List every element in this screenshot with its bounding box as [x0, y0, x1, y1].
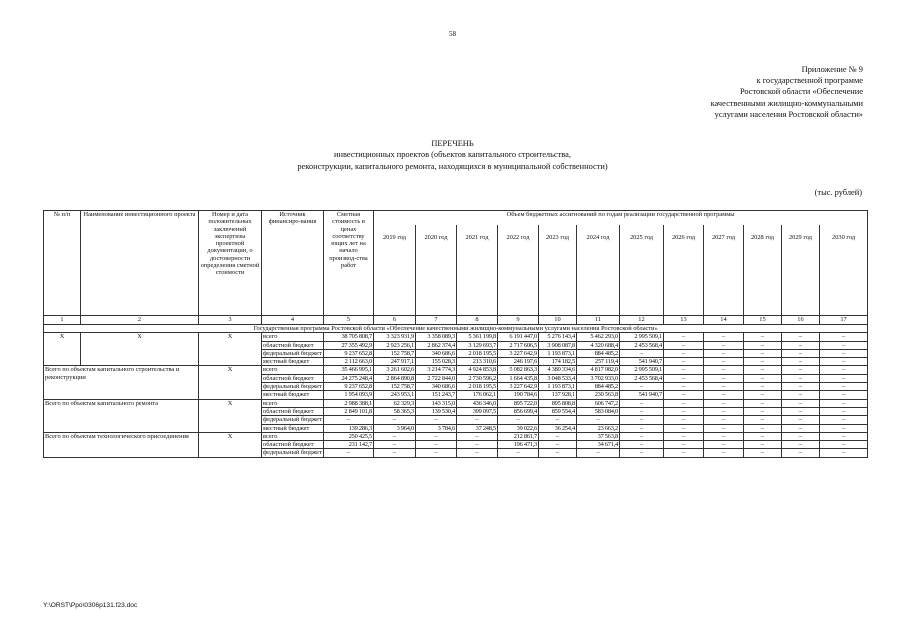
header-name: Наименование инвестиционного проекта	[81, 211, 199, 316]
value-cell: –	[704, 383, 744, 391]
value-cell: 5 462 293,0	[577, 333, 620, 341]
value-cell: 35 466 995,1	[324, 366, 374, 374]
value-cell: –	[704, 416, 744, 424]
value-cell: 6 191 447,0	[498, 333, 539, 341]
value-cell: –	[744, 358, 782, 366]
column-number: 6	[374, 316, 416, 325]
value-cell: –	[664, 383, 704, 391]
header-cost: Сметная стоимость в ценах соответству ющих лет на начало производ-ства работ	[324, 211, 374, 316]
value-cell: –	[782, 374, 820, 382]
value-cell: 39 022,6	[498, 424, 539, 432]
value-cell: 1 954 093,9	[324, 391, 374, 399]
value-cell: –	[374, 449, 416, 457]
value-cell: 2 995 509,1	[620, 333, 664, 341]
value-cell: –	[620, 399, 664, 407]
value-cell: –	[457, 441, 498, 449]
value-cell: 541 940,7	[620, 391, 664, 399]
column-number: 3	[199, 316, 262, 325]
column-number: 9	[498, 316, 539, 325]
value-cell: –	[744, 349, 782, 357]
investment-projects-table	[43, 210, 868, 458]
value-cell: –	[744, 432, 782, 440]
value-cell: –	[820, 333, 868, 341]
value-cell: 895 808,8	[539, 399, 577, 407]
funding-source: всего	[262, 399, 324, 407]
value-cell: 155 028,3	[416, 358, 457, 366]
appendix-line: качественными жилищно-коммунальными	[710, 98, 863, 108]
value-cell: –	[820, 449, 868, 457]
value-cell: –	[820, 341, 868, 349]
value-cell: –	[704, 424, 744, 432]
project-name: Х	[81, 333, 199, 366]
value-cell: 213 310,6	[457, 358, 498, 366]
value-cell: 1 193 873,1	[539, 349, 577, 357]
value-cell: –	[782, 424, 820, 432]
value-cell: 2 730 596,2	[457, 374, 498, 382]
column-number: 14	[704, 316, 744, 325]
value-cell: 38 705 808,7	[324, 333, 374, 341]
program-row	[44, 325, 868, 333]
value-cell: 2 862 374,4	[416, 341, 457, 349]
value-cell: –	[744, 333, 782, 341]
value-cell: –	[704, 358, 744, 366]
funding-source: местный бюджет	[262, 424, 324, 432]
units-label: (тыс. рублей)	[814, 188, 862, 197]
value-cell: –	[457, 432, 498, 440]
program-title: Государственная программа Ростовской области «Обеспечение качественными жилищно-коммунальными услугами населения Ростовской области»	[44, 325, 868, 333]
header-year: 2026 год	[664, 225, 704, 316]
value-cell: 3 214 774,3	[416, 366, 457, 374]
value-cell: 152 758,7	[374, 383, 416, 391]
value-cell: –	[664, 341, 704, 349]
column-number: 16	[782, 316, 820, 325]
column-number: 2	[81, 316, 199, 325]
value-cell: –	[577, 449, 620, 457]
value-cell: 243 953,1	[374, 391, 416, 399]
value-cell: –	[782, 358, 820, 366]
value-cell: –	[820, 416, 868, 424]
value-cell: –	[744, 407, 782, 415]
value-cell: –	[820, 358, 868, 366]
value-cell: 4 380 334,6	[539, 366, 577, 374]
value-cell: –	[820, 374, 868, 382]
value-cell: –	[782, 366, 820, 374]
value-cell: –	[498, 449, 539, 457]
value-cell: 606 747,2	[577, 399, 620, 407]
value-cell: 3 702 933,0	[577, 374, 620, 382]
value-cell: 3 048 533,4	[539, 374, 577, 382]
value-cell: 859 554,4	[539, 407, 577, 415]
value-cell: 139 530,4	[416, 407, 457, 415]
header-year: 2020 год	[416, 225, 457, 316]
value-cell: –	[664, 441, 704, 449]
value-cell: –	[620, 349, 664, 357]
value-cell: –	[416, 449, 457, 457]
value-cell: 2 453 568,4	[620, 341, 664, 349]
header-year: 2019 год	[374, 225, 416, 316]
value-cell: 884 485,2	[577, 383, 620, 391]
group-name: Всего по объектам капитального строительства и реконструкции	[44, 366, 199, 399]
header-num: № п/п	[44, 211, 81, 316]
value-cell: 58 365,3	[374, 407, 416, 415]
value-cell: –	[744, 399, 782, 407]
group-name: Всего по объектам капитального ремонта	[44, 399, 199, 432]
group-name: Всего по объектам технологического присоединения	[44, 432, 199, 457]
appendix-header	[623, 64, 863, 120]
value-cell: –	[782, 349, 820, 357]
value-cell: 37 563,8	[577, 432, 620, 440]
value-cell: –	[820, 424, 868, 432]
value-cell: 3 261 602,6	[374, 366, 416, 374]
value-cell: 246 197,6	[498, 358, 539, 366]
value-cell: –	[704, 432, 744, 440]
value-cell: –	[416, 416, 457, 424]
value-cell: 139 286,3	[324, 424, 374, 432]
value-cell: 3 784,6	[416, 424, 457, 432]
table-row	[44, 399, 868, 407]
value-cell: –	[620, 424, 664, 432]
value-cell: 9 237 652,8	[324, 383, 374, 391]
value-cell: 212 861,7	[498, 432, 539, 440]
value-cell: 24 275 248,4	[324, 374, 374, 382]
value-cell: –	[416, 432, 457, 440]
value-cell: –	[744, 441, 782, 449]
value-cell: –	[782, 432, 820, 440]
value-cell: –	[620, 449, 664, 457]
value-cell: –	[820, 441, 868, 449]
value-cell: 1 664 435,8	[498, 374, 539, 382]
value-cell: 340 686,6	[416, 383, 457, 391]
column-number: 17	[820, 316, 868, 325]
funding-source: всего	[262, 333, 324, 341]
value-cell: –	[782, 407, 820, 415]
value-cell: –	[664, 333, 704, 341]
expertise-doc: Х	[199, 333, 262, 366]
value-cell: 151 243,7	[416, 391, 457, 399]
expertise-doc: Х	[199, 432, 262, 457]
value-cell: –	[782, 449, 820, 457]
value-cell: 1 193 873,1	[539, 383, 577, 391]
header-year: 2023 год	[539, 225, 577, 316]
funding-source: местный бюджет	[262, 358, 324, 366]
value-cell: –	[744, 416, 782, 424]
value-cell: 5 361 199,8	[457, 333, 498, 341]
column-number: 12	[620, 316, 664, 325]
value-cell: –	[744, 449, 782, 457]
value-cell: –	[664, 432, 704, 440]
value-cell: –	[704, 391, 744, 399]
value-cell: 196 471,3	[498, 441, 539, 449]
funding-source: федеральный бюджет	[263, 449, 322, 457]
value-cell: –	[820, 432, 868, 440]
value-cell: –	[820, 349, 868, 357]
value-cell: 436 346,0	[457, 399, 498, 407]
value-cell: –	[744, 341, 782, 349]
value-cell: 3 129 693,7	[457, 341, 498, 349]
value-cell: –	[704, 399, 744, 407]
header-year: 2029 год	[782, 225, 820, 316]
value-cell: 5 082 863,3	[498, 366, 539, 374]
funding-source: федеральный бюджет	[263, 416, 322, 424]
funding-source: всего	[262, 432, 324, 440]
value-cell: –	[820, 383, 868, 391]
value-cell: –	[704, 333, 744, 341]
value-cell: –	[457, 416, 498, 424]
value-cell: –	[744, 391, 782, 399]
value-cell: 176 062,1	[457, 391, 498, 399]
value-cell: –	[664, 424, 704, 432]
column-number: 1	[44, 316, 81, 325]
funding-source: областной бюджет	[262, 374, 324, 382]
value-cell: –	[620, 432, 664, 440]
title-line: инвестиционных проектов (объектов капитального строительства,	[334, 150, 571, 160]
appendix-line: Приложение № 9	[801, 65, 863, 74]
appendix-line: услугами населения Ростовской области»	[714, 109, 863, 119]
funding-source: областной бюджет	[262, 441, 324, 449]
value-cell: –	[664, 358, 704, 366]
value-cell: –	[782, 399, 820, 407]
value-cell: –	[704, 449, 744, 457]
value-cell: 4 817 982,0	[577, 366, 620, 374]
header-year: 2022 год	[498, 225, 539, 316]
value-cell: 190 784,6	[498, 391, 539, 399]
value-cell: –	[416, 441, 457, 449]
expertise-doc: Х	[199, 366, 262, 399]
value-cell: –	[374, 432, 416, 440]
row-num: Х	[44, 333, 81, 366]
value-cell: –	[782, 416, 820, 424]
column-number: 11	[577, 316, 620, 325]
header-year: 2024 год	[577, 225, 620, 316]
value-cell: 2 849 101,8	[324, 407, 374, 415]
value-cell: –	[744, 424, 782, 432]
column-number: 15	[744, 316, 782, 325]
value-cell: –	[782, 383, 820, 391]
value-cell: –	[539, 416, 577, 424]
value-cell: 340 686,6	[416, 349, 457, 357]
column-number-row	[44, 316, 868, 325]
value-cell: 152 758,7	[374, 349, 416, 357]
value-cell: –	[664, 399, 704, 407]
funding-source: областной бюджет	[262, 407, 324, 415]
file-path: Y:\ORST\Ppo\0306p131.f23.doc	[43, 602, 138, 609]
value-cell: 231 142,7	[324, 441, 374, 449]
value-cell: –	[664, 416, 704, 424]
appendix-line: к государственной программе	[756, 76, 863, 86]
value-cell: –	[539, 441, 577, 449]
value-cell: 2 864 890,8	[374, 374, 416, 382]
value-cell: –	[457, 449, 498, 457]
column-number: 8	[457, 316, 498, 325]
value-cell: 2 453 568,4	[620, 374, 664, 382]
value-cell: 250 425,5	[324, 432, 374, 440]
funding-source: областной бюджет	[262, 341, 324, 349]
column-number: 7	[416, 316, 457, 325]
value-cell: –	[664, 407, 704, 415]
value-cell: –	[664, 391, 704, 399]
value-cell: 34 671,4	[577, 441, 620, 449]
header-year: 2021 год	[457, 225, 498, 316]
funding-source: всего	[262, 366, 324, 374]
value-cell: –	[374, 416, 416, 424]
value-cell: 37 248,5	[457, 424, 498, 432]
value-cell: 36 254,4	[539, 424, 577, 432]
value-cell: –	[782, 391, 820, 399]
value-cell: –	[664, 366, 704, 374]
value-cell: 3 964,0	[374, 424, 416, 432]
value-cell: –	[664, 349, 704, 357]
header-row	[44, 211, 868, 226]
appendix-line: Ростовской области «Обеспечение	[739, 87, 863, 97]
value-cell: 4 320 688,4	[577, 341, 620, 349]
value-cell: 230 563,8	[577, 391, 620, 399]
column-number: 13	[664, 316, 704, 325]
value-cell: 583 084,0	[577, 407, 620, 415]
value-cell: 2 018 195,5	[457, 349, 498, 357]
table-row	[44, 432, 868, 440]
value-cell: –	[324, 416, 374, 424]
value-cell: –	[744, 383, 782, 391]
header-doc: Номер и дата положительных заключений экспертизы проектной документации, о достоверности определения сметной стоимости	[199, 211, 262, 316]
value-cell: –	[782, 341, 820, 349]
document-title	[0, 138, 905, 172]
value-cell: –	[704, 349, 744, 357]
value-cell: –	[374, 441, 416, 449]
value-cell: 3 227 642,9	[498, 349, 539, 357]
value-cell: 884 485,2	[577, 349, 620, 357]
value-cell: 3 358 089,3	[416, 333, 457, 341]
expertise-doc: Х	[199, 399, 262, 432]
value-cell: 2 988 388,1	[324, 399, 374, 407]
value-cell: –	[782, 333, 820, 341]
value-cell: 174 182,5	[539, 358, 577, 366]
value-cell: –	[820, 366, 868, 374]
value-cell: –	[820, 399, 868, 407]
value-cell: 247 917,1	[374, 358, 416, 366]
value-cell: –	[744, 366, 782, 374]
value-cell: –	[324, 449, 374, 457]
value-cell: 856 699,4	[498, 407, 539, 415]
column-number: 4	[262, 316, 324, 325]
header-source: Источник финансиро-вания	[262, 211, 324, 316]
title-heading: ПЕРЕЧЕНЬ	[431, 139, 474, 148]
value-cell: –	[820, 391, 868, 399]
table-row	[44, 333, 868, 341]
value-cell: 2 923 256,1	[374, 341, 416, 349]
value-cell: –	[620, 416, 664, 424]
funding-source: местный бюджет	[262, 391, 324, 399]
value-cell: 3 323 931,9	[374, 333, 416, 341]
value-cell: 2 722 844,0	[416, 374, 457, 382]
funding-source: федеральный бюджет	[263, 383, 322, 391]
value-cell: –	[664, 374, 704, 382]
value-cell: –	[782, 441, 820, 449]
value-cell: –	[539, 432, 577, 440]
title-line: реконструкции, капитального ремонта, находящихся в муниципальной собственности)	[297, 161, 608, 171]
value-cell: 137 928,1	[539, 391, 577, 399]
header-year: 2025 год	[620, 225, 664, 316]
value-cell: 62 329,3	[374, 399, 416, 407]
value-cell: 895 722,0	[498, 399, 539, 407]
value-cell: –	[577, 416, 620, 424]
value-cell: –	[620, 383, 664, 391]
value-cell: 2 112 663,0	[324, 358, 374, 366]
value-cell: –	[620, 407, 664, 415]
column-number: 10	[539, 316, 577, 325]
value-cell: –	[704, 366, 744, 374]
value-cell: 3 227 642,9	[498, 383, 539, 391]
value-cell: –	[664, 449, 704, 457]
value-cell: 23 663,2	[577, 424, 620, 432]
value-cell: –	[704, 407, 744, 415]
value-cell: 5 276 143,4	[539, 333, 577, 341]
value-cell: –	[704, 441, 744, 449]
value-cell: 399 097,5	[457, 407, 498, 415]
value-cell: –	[704, 341, 744, 349]
value-cell: 9 237 652,8	[324, 349, 374, 357]
value-cell: –	[744, 374, 782, 382]
page-number: 58	[449, 30, 456, 38]
table-row	[44, 366, 868, 374]
value-cell: –	[820, 407, 868, 415]
header-year: 2028 год	[744, 225, 782, 316]
value-cell: 4 924 853,8	[457, 366, 498, 374]
value-cell: –	[620, 441, 664, 449]
value-cell: –	[539, 449, 577, 457]
value-cell: 541 940,7	[620, 358, 664, 366]
value-cell: 2 995 509,1	[620, 366, 664, 374]
value-cell: 257 119,4	[577, 358, 620, 366]
value-cell: –	[704, 374, 744, 382]
funding-source: федеральный бюджет	[263, 349, 322, 357]
header-year: 2027 год	[704, 225, 744, 316]
value-cell: 27 355 492,9	[324, 341, 374, 349]
value-cell: –	[498, 416, 539, 424]
header-volume: Объем бюджетных ассигнований по годам реализации государственной программы	[374, 211, 868, 226]
column-number: 5	[324, 316, 374, 325]
value-cell: 143 315,0	[416, 399, 457, 407]
value-cell: 2 717 606,5	[498, 341, 539, 349]
header-year: 2030 год	[820, 225, 868, 316]
value-cell: 2 018 195,5	[457, 383, 498, 391]
value-cell: 3 908 087,8	[539, 341, 577, 349]
